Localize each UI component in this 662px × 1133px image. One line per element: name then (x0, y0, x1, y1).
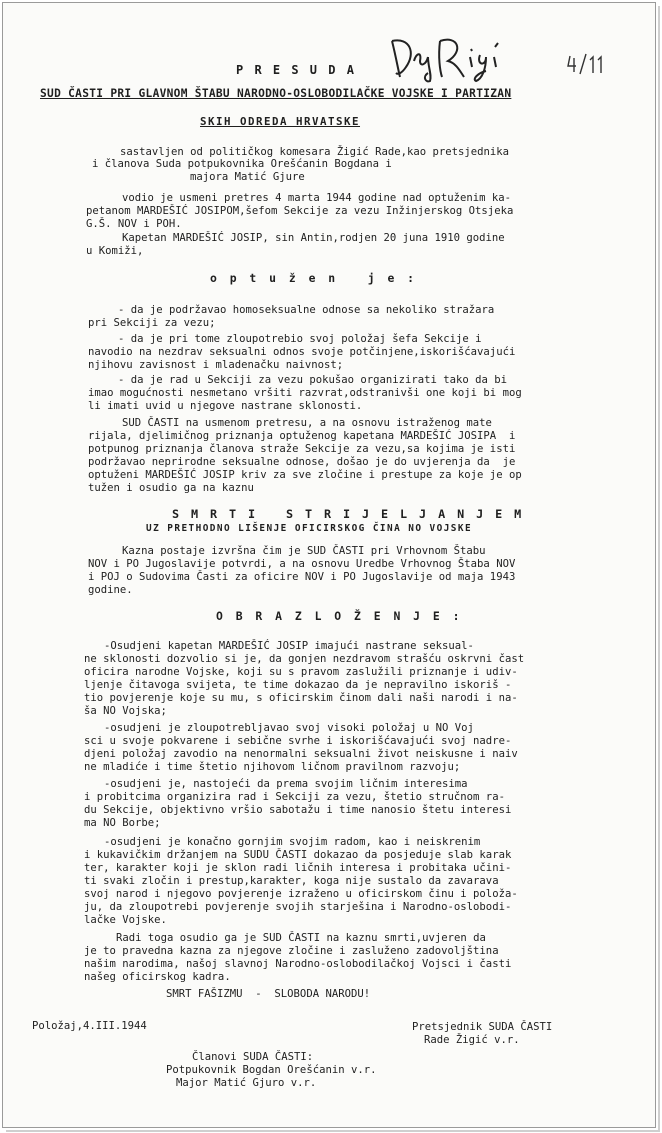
handwritten-page-number (566, 52, 606, 76)
text-line: petanom MARDEŠIĆ JOSIPOM,šefom Sekcije za vezu Inžinjerskog Otsjeka (86, 205, 514, 217)
text-line: u Komiži, (86, 245, 144, 257)
document-title: P R E S U D A (236, 63, 356, 77)
text-line: sci u svoje pokvarene i sebične svrhe i iskorišćavajući svoj nadre- (84, 735, 512, 747)
text-line: oficira narodne Vojske, koji su s pravom zaslužili priznanje i udiv- (84, 666, 518, 678)
section-heading-charged: o p t u ž e n j e : (210, 271, 418, 285)
text-line: rijala, djelimičnog priznanja optuženog kapetana MARDEŠIĆ JOSIPA i (88, 430, 516, 442)
text-line: djeni položaj zavodio na nenormalni seksualni život neiskusne i naiv (84, 748, 518, 760)
text-line: Radi toga osudio ga je SUD ČASTI na kaznu smrti,uvjeren da (116, 932, 486, 944)
text-line: potpunog priznanja članova straže Sekcije za vezu,sa kojima je isti (88, 443, 516, 455)
text-line: ne mladiće i time štetio njihovom ličnom pravilnom razvoju; (84, 761, 461, 773)
text-line: -Osudjeni kapetan MARDEŠIĆ JOSIP imajući nastrane seksual- (104, 640, 474, 652)
text-line: imao mogućnosti nesmetano vršiti razvrat,odstranivši one koji bi mog (88, 387, 522, 399)
text-line: ju, da zloupotrebi povjerenje svojih starješina i Narodno-oslobodi- (84, 901, 512, 913)
text-line: -osudjeni je, nastojeći da prema svojim ličnim interesima (104, 778, 468, 790)
section-heading-reasoning: O B R A Z L O Ž E N J E : (216, 609, 463, 623)
text-line: ti svaki zločin i prestup,karakter, koga nije sustalo da zavarava (84, 875, 499, 887)
court-name-line2: SKIH ODREDA HRVATSKE (200, 115, 361, 128)
text-line: NOV i PO Jugoslavije potvrdi, a na osnovu Uredbe Vrhovnog Štaba NOV (88, 558, 516, 570)
text-line: li imati uvid u njegove nastrane sklonosti. (88, 400, 363, 412)
text-line: G.Š. NOV i POH. (86, 218, 182, 230)
text-line: i probitcima organizira rad i Sekciji za vezu, štetio stručnom ra- (84, 791, 505, 803)
president-name: Rade Žigić v.r. (424, 1034, 520, 1046)
sentence-heading: S M R T I S T R I J E L J A N J E M (172, 507, 524, 521)
text-line: ter, karakter koji je sklon radi ličnih interesa i probitaka učini- (84, 862, 512, 874)
president-title: Pretsjednik SUDA ČASTI (412, 1021, 553, 1033)
text-line: i članova Suda potpukovnika Orešćanin Bogdana i (92, 158, 392, 170)
text-line: podržavao neprirodne seksualne odnose, došao je do uvjerenja da je (88, 456, 516, 468)
text-line: Kazna postaje izvršna čim je SUD ČASTI pri Vrhovnom Štabu (122, 545, 486, 557)
text-line: i kukavičkim držanjem na SUDU ČASTI dokazao da posjeduje slab karak (84, 849, 512, 861)
text-line: -osudjeni je konačno gornjim svojim radom, kao i neiskrenim (104, 836, 481, 848)
text-line: du Sekcije, objektivno vršio sabotažu i time nanosio štetu interesi (84, 804, 512, 816)
text-line: navodio na nezdrav seksualni odnos svoje potčinjene,iskorišćavajući (88, 346, 516, 358)
text-line: njihovu zavisnost i mladenačku naivnost; (88, 359, 344, 371)
member-1: Potpukovnik Bogdan Orešćanin v.r. (166, 1064, 377, 1076)
text-line: našim narodima, našoj slavnoj Narodno-oslobodilačkoj Vojsci i časti (84, 958, 512, 970)
text-line: našeg oficirskog kadra. (84, 971, 231, 983)
text-line: ma NO Borbe; (84, 817, 161, 829)
text-line: vodio je usmeni pretres 4 marta 1944 godine nad optuženim ka- (122, 192, 512, 204)
text-line: ljenje čitavoga svijeta, te time dokazao da je nepravilno iskoriš - (84, 679, 512, 691)
text-line: i POJ o Sudovima Časti za oficire NOV i PO Jugoslavije od maja 1943 (88, 571, 516, 583)
text-line: lačke Vojske. (84, 914, 167, 926)
text-line: optuženi MARDEŠIĆ JOSIP kriv za sve zločine i prestupe za koje je op (88, 469, 522, 481)
handwritten-signature (386, 27, 526, 83)
text-line: SUD ČASTI na usmenom pretresu, a na osnovu istraženog mate (122, 417, 492, 429)
text-line: tio povjerenje koje su mu, s oficirskim činom dali naši narodi i na- (84, 692, 518, 704)
member-2: Major Matić Gjuro v.r. (176, 1077, 317, 1089)
text-line: - da je podržavao homoseksualne odnose sa nekoliko stražara (118, 304, 495, 316)
text-line: - da je pri tome zloupotrebio svoj položaj šefa Sekcije i (118, 333, 482, 345)
court-name-line1: SUD ČASTI PRI GLAVNOM ŠTABU NARODNO-OSLOBODILAČKE VOJSKE I PARTIZAN (40, 87, 512, 100)
text-line: -osudjeni je zloupotrebljavao svoj visoki položaj u NO Voj (104, 722, 474, 734)
text-line: ša NO Vojska; (84, 705, 167, 717)
text-line: je to pravedna kazna za njegove zločine i zasluženo zadovoljština (84, 945, 499, 957)
text-line: godine. (88, 584, 133, 596)
members-title: Članovi SUDA ČASTI: (192, 1051, 314, 1063)
text-line: majora Matić Gjure (190, 171, 305, 183)
place-date: Položaj,4.III.1944 (32, 1020, 147, 1032)
closing-slogan: SMRT FAŠIZMU - SLOBODA NARODU! (166, 988, 371, 1000)
text-line: - da je rad u Sekciji za vezu pokušao organizirati tako da bi (118, 374, 508, 386)
text-line: pri Sekciji za vezu; (88, 317, 216, 329)
text-line: Kapetan MARDEŠIĆ JOSIP, sin Antin,rodjen 20 juna 1910 godine (122, 232, 505, 244)
text-line: ne sklonosti dozvolio si je, da gonjen nezdravom strašću oskrvni čast (84, 653, 525, 665)
text-line: svoj narod i njegovo povjerenje izraženo u oficirskom činu i položa- (84, 888, 518, 900)
text-line: sastavljen od političkog komesara Žigić Rade,kao pretsjednika (120, 146, 510, 158)
text-line: tužen i osudio ga na kaznu (88, 482, 254, 494)
sentence-subheading: U Z P R E T H O D N O L I Š E N J E O F I C I R S K O G Č I N A N O V O J S K E (146, 523, 469, 534)
